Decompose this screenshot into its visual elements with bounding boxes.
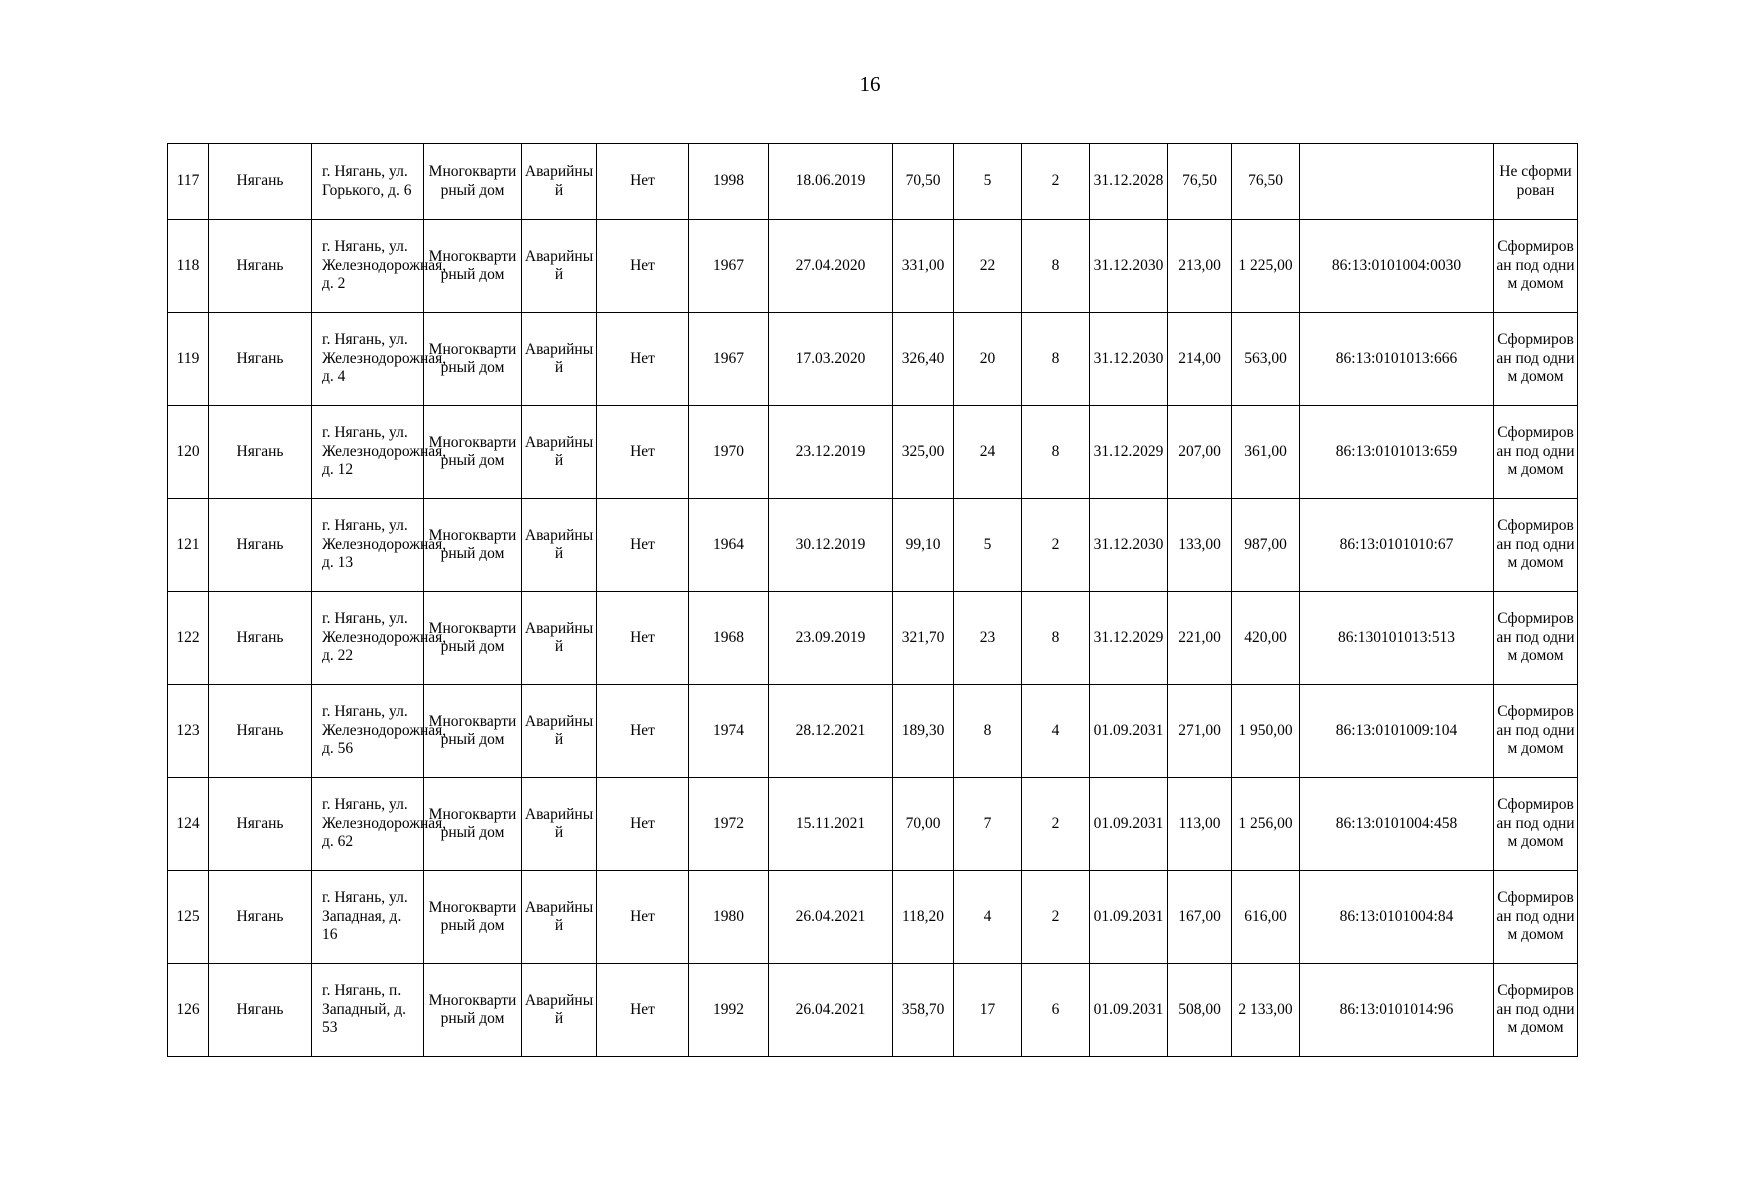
emergency-housing-table (167, 143, 1578, 1057)
address-cell: г. Нягань, ул. Железнодорожная, д. 62 (312, 778, 424, 871)
year-built-cell: 1992 (689, 964, 769, 1057)
cadastral-number-cell: 86:13:0101004:458 (1300, 778, 1494, 871)
land-area-cell: 1 950,00 (1232, 685, 1300, 778)
living-area-cell: 331,00 (893, 220, 954, 313)
flag-cell: Нет (597, 144, 689, 220)
row-number: 122 (168, 592, 209, 685)
building-type-cell: Многоквартирный дом (424, 871, 522, 964)
apartments-count-cell: 2 (1022, 144, 1090, 220)
apartments-count-cell: 8 (1022, 220, 1090, 313)
address-cell: г. Нягань, ул. Железнодорожная, д. 2 (312, 220, 424, 313)
flag-cell: Нет (597, 592, 689, 685)
land-status-cell: Сформирован под одним домом (1494, 778, 1578, 871)
address-cell: г. Нягань, ул. Горького, д. 6 (312, 144, 424, 220)
row-number: 126 (168, 964, 209, 1057)
resettlement-deadline-cell: 31.12.2030 (1090, 499, 1168, 592)
municipality-cell: Нягань (209, 499, 312, 592)
residents-count-cell: 7 (954, 778, 1022, 871)
resettlement-deadline-cell: 01.09.2031 (1090, 685, 1168, 778)
residents-count-cell: 24 (954, 406, 1022, 499)
building-area-cell: 221,00 (1168, 592, 1232, 685)
land-area-cell: 2 133,00 (1232, 964, 1300, 1057)
recognition-date-cell: 27.04.2020 (769, 220, 893, 313)
building-type-cell: Многоквартирный дом (424, 778, 522, 871)
resettlement-deadline-cell: 31.12.2029 (1090, 406, 1168, 499)
recognition-date-cell: 28.12.2021 (769, 685, 893, 778)
recognition-date-cell: 23.12.2019 (769, 406, 893, 499)
building-type-cell: Многоквартирный дом (424, 592, 522, 685)
land-status-cell: Сформирован под одним домом (1494, 592, 1578, 685)
resettlement-deadline-cell: 31.12.2030 (1090, 313, 1168, 406)
table-row (168, 964, 1578, 1057)
flag-cell: Нет (597, 685, 689, 778)
land-status-cell: Не сформирован (1494, 144, 1578, 220)
municipality-cell: Нягань (209, 871, 312, 964)
resettlement-deadline-cell: 01.09.2031 (1090, 964, 1168, 1057)
residents-count-cell: 22 (954, 220, 1022, 313)
living-area-cell: 118,20 (893, 871, 954, 964)
living-area-cell: 321,70 (893, 592, 954, 685)
resettlement-deadline-cell: 01.09.2031 (1090, 778, 1168, 871)
building-area-cell: 508,00 (1168, 964, 1232, 1057)
building-area-cell: 271,00 (1168, 685, 1232, 778)
flag-cell: Нет (597, 778, 689, 871)
building-area-cell: 214,00 (1168, 313, 1232, 406)
residents-count-cell: 20 (954, 313, 1022, 406)
year-built-cell: 1970 (689, 406, 769, 499)
land-status-cell: Сформирован под одним домом (1494, 871, 1578, 964)
page-number: 16 (859, 72, 881, 96)
condition-status-cell: Аварийный (522, 778, 597, 871)
cadastral-number-cell: 86:130101013:513 (1300, 592, 1494, 685)
table-row (168, 499, 1578, 592)
land-area-cell: 1 225,00 (1232, 220, 1300, 313)
living-area-cell: 358,70 (893, 964, 954, 1057)
row-number: 118 (168, 220, 209, 313)
apartments-count-cell: 8 (1022, 406, 1090, 499)
building-area-cell: 133,00 (1168, 499, 1232, 592)
residents-count-cell: 23 (954, 592, 1022, 685)
apartments-count-cell: 6 (1022, 964, 1090, 1057)
year-built-cell: 1980 (689, 871, 769, 964)
building-type-cell: Многоквартирный дом (424, 685, 522, 778)
residents-count-cell: 5 (954, 499, 1022, 592)
flag-cell: Нет (597, 220, 689, 313)
apartments-count-cell: 8 (1022, 592, 1090, 685)
row-number: 120 (168, 406, 209, 499)
condition-status-cell: Аварийный (522, 313, 597, 406)
resettlement-deadline-cell: 31.12.2028 (1090, 144, 1168, 220)
cadastral-number-cell: 86:13:0101014:96 (1300, 964, 1494, 1057)
condition-status-cell: Аварийный (522, 499, 597, 592)
residents-count-cell: 4 (954, 871, 1022, 964)
building-type-cell: Многоквартирный дом (424, 220, 522, 313)
cadastral-number-cell: 86:13:0101013:666 (1300, 313, 1494, 406)
building-area-cell: 207,00 (1168, 406, 1232, 499)
apartments-count-cell: 4 (1022, 685, 1090, 778)
residents-count-cell: 8 (954, 685, 1022, 778)
address-cell: г. Нягань, ул. Западная, д. 16 (312, 871, 424, 964)
resettlement-deadline-cell: 31.12.2029 (1090, 592, 1168, 685)
living-area-cell: 70,50 (893, 144, 954, 220)
cadastral-number-cell: 86:13:0101009:104 (1300, 685, 1494, 778)
condition-status-cell: Аварийный (522, 964, 597, 1057)
apartments-count-cell: 2 (1022, 499, 1090, 592)
table-row (168, 871, 1578, 964)
address-cell: г. Нягань, ул. Железнодорожная, д. 56 (312, 685, 424, 778)
condition-status-cell: Аварийный (522, 406, 597, 499)
land-status-cell: Сформирован под одним домом (1494, 964, 1578, 1057)
address-cell: г. Нягань, ул. Железнодорожная, д. 4 (312, 313, 424, 406)
year-built-cell: 1964 (689, 499, 769, 592)
table-row (168, 313, 1578, 406)
row-number: 121 (168, 499, 209, 592)
recognition-date-cell: 30.12.2019 (769, 499, 893, 592)
table-row (168, 220, 1578, 313)
living-area-cell: 325,00 (893, 406, 954, 499)
flag-cell: Нет (597, 313, 689, 406)
land-area-cell: 563,00 (1232, 313, 1300, 406)
land-area-cell: 987,00 (1232, 499, 1300, 592)
table-row (168, 144, 1578, 220)
address-cell: г. Нягань, ул. Железнодорожная, д. 22 (312, 592, 424, 685)
land-status-cell: Сформирован под одним домом (1494, 685, 1578, 778)
building-area-cell: 167,00 (1168, 871, 1232, 964)
building-area-cell: 76,50 (1168, 144, 1232, 220)
land-area-cell: 76,50 (1232, 144, 1300, 220)
recognition-date-cell: 17.03.2020 (769, 313, 893, 406)
year-built-cell: 1968 (689, 592, 769, 685)
year-built-cell: 1967 (689, 220, 769, 313)
condition-status-cell: Аварийный (522, 685, 597, 778)
land-area-cell: 361,00 (1232, 406, 1300, 499)
building-type-cell: Многоквартирный дом (424, 313, 522, 406)
row-number: 119 (168, 313, 209, 406)
table-row (168, 406, 1578, 499)
recognition-date-cell: 26.04.2021 (769, 871, 893, 964)
building-type-cell: Многоквартирный дом (424, 144, 522, 220)
cadastral-number-cell: 86:13:0101004:84 (1300, 871, 1494, 964)
apartments-count-cell: 2 (1022, 871, 1090, 964)
building-area-cell: 213,00 (1168, 220, 1232, 313)
living-area-cell: 326,40 (893, 313, 954, 406)
land-status-cell: Сформирован под одним домом (1494, 313, 1578, 406)
table-row (168, 685, 1578, 778)
row-number: 124 (168, 778, 209, 871)
municipality-cell: Нягань (209, 685, 312, 778)
municipality-cell: Нягань (209, 144, 312, 220)
land-status-cell: Сформирован под одним домом (1494, 406, 1578, 499)
flag-cell: Нет (597, 406, 689, 499)
resettlement-deadline-cell: 01.09.2031 (1090, 871, 1168, 964)
residents-count-cell: 5 (954, 144, 1022, 220)
condition-status-cell: Аварийный (522, 144, 597, 220)
land-status-cell: Сформирован под одним домом (1494, 220, 1578, 313)
municipality-cell: Нягань (209, 964, 312, 1057)
municipality-cell: Нягань (209, 313, 312, 406)
row-number: 123 (168, 685, 209, 778)
year-built-cell: 1974 (689, 685, 769, 778)
municipality-cell: Нягань (209, 592, 312, 685)
building-area-cell: 113,00 (1168, 778, 1232, 871)
land-area-cell: 420,00 (1232, 592, 1300, 685)
condition-status-cell: Аварийный (522, 871, 597, 964)
recognition-date-cell: 26.04.2021 (769, 964, 893, 1057)
address-cell: г. Нягань, ул. Железнодорожная, д. 12 (312, 406, 424, 499)
table-body (168, 144, 1578, 1057)
municipality-cell: Нягань (209, 406, 312, 499)
flag-cell: Нет (597, 964, 689, 1057)
cadastral-number-cell: 86:13:0101010:67 (1300, 499, 1494, 592)
building-type-cell: Многоквартирный дом (424, 499, 522, 592)
building-type-cell: Многоквартирный дом (424, 406, 522, 499)
resettlement-deadline-cell: 31.12.2030 (1090, 220, 1168, 313)
row-number: 117 (168, 144, 209, 220)
address-cell: г. Нягань, ул. Железнодорожная, д. 13 (312, 499, 424, 592)
cadastral-number-cell (1300, 144, 1494, 220)
table-row (168, 778, 1578, 871)
cadastral-number-cell: 86:13:0101013:659 (1300, 406, 1494, 499)
municipality-cell: Нягань (209, 778, 312, 871)
row-number: 125 (168, 871, 209, 964)
year-built-cell: 1998 (689, 144, 769, 220)
recognition-date-cell: 18.06.2019 (769, 144, 893, 220)
condition-status-cell: Аварийный (522, 592, 597, 685)
land-area-cell: 1 256,00 (1232, 778, 1300, 871)
condition-status-cell: Аварийный (522, 220, 597, 313)
residents-count-cell: 17 (954, 964, 1022, 1057)
flag-cell: Нет (597, 499, 689, 592)
year-built-cell: 1972 (689, 778, 769, 871)
recognition-date-cell: 23.09.2019 (769, 592, 893, 685)
living-area-cell: 189,30 (893, 685, 954, 778)
cadastral-number-cell: 86:13:0101004:0030 (1300, 220, 1494, 313)
year-built-cell: 1967 (689, 313, 769, 406)
recognition-date-cell: 15.11.2021 (769, 778, 893, 871)
living-area-cell: 99,10 (893, 499, 954, 592)
address-cell: г. Нягань, п. Западный, д. 53 (312, 964, 424, 1057)
building-type-cell: Многоквартирный дом (424, 964, 522, 1057)
land-status-cell: Сформирован под одним домом (1494, 499, 1578, 592)
living-area-cell: 70,00 (893, 778, 954, 871)
flag-cell: Нет (597, 871, 689, 964)
table-row (168, 592, 1578, 685)
land-area-cell: 616,00 (1232, 871, 1300, 964)
apartments-count-cell: 8 (1022, 313, 1090, 406)
apartments-count-cell: 2 (1022, 778, 1090, 871)
municipality-cell: Нягань (209, 220, 312, 313)
